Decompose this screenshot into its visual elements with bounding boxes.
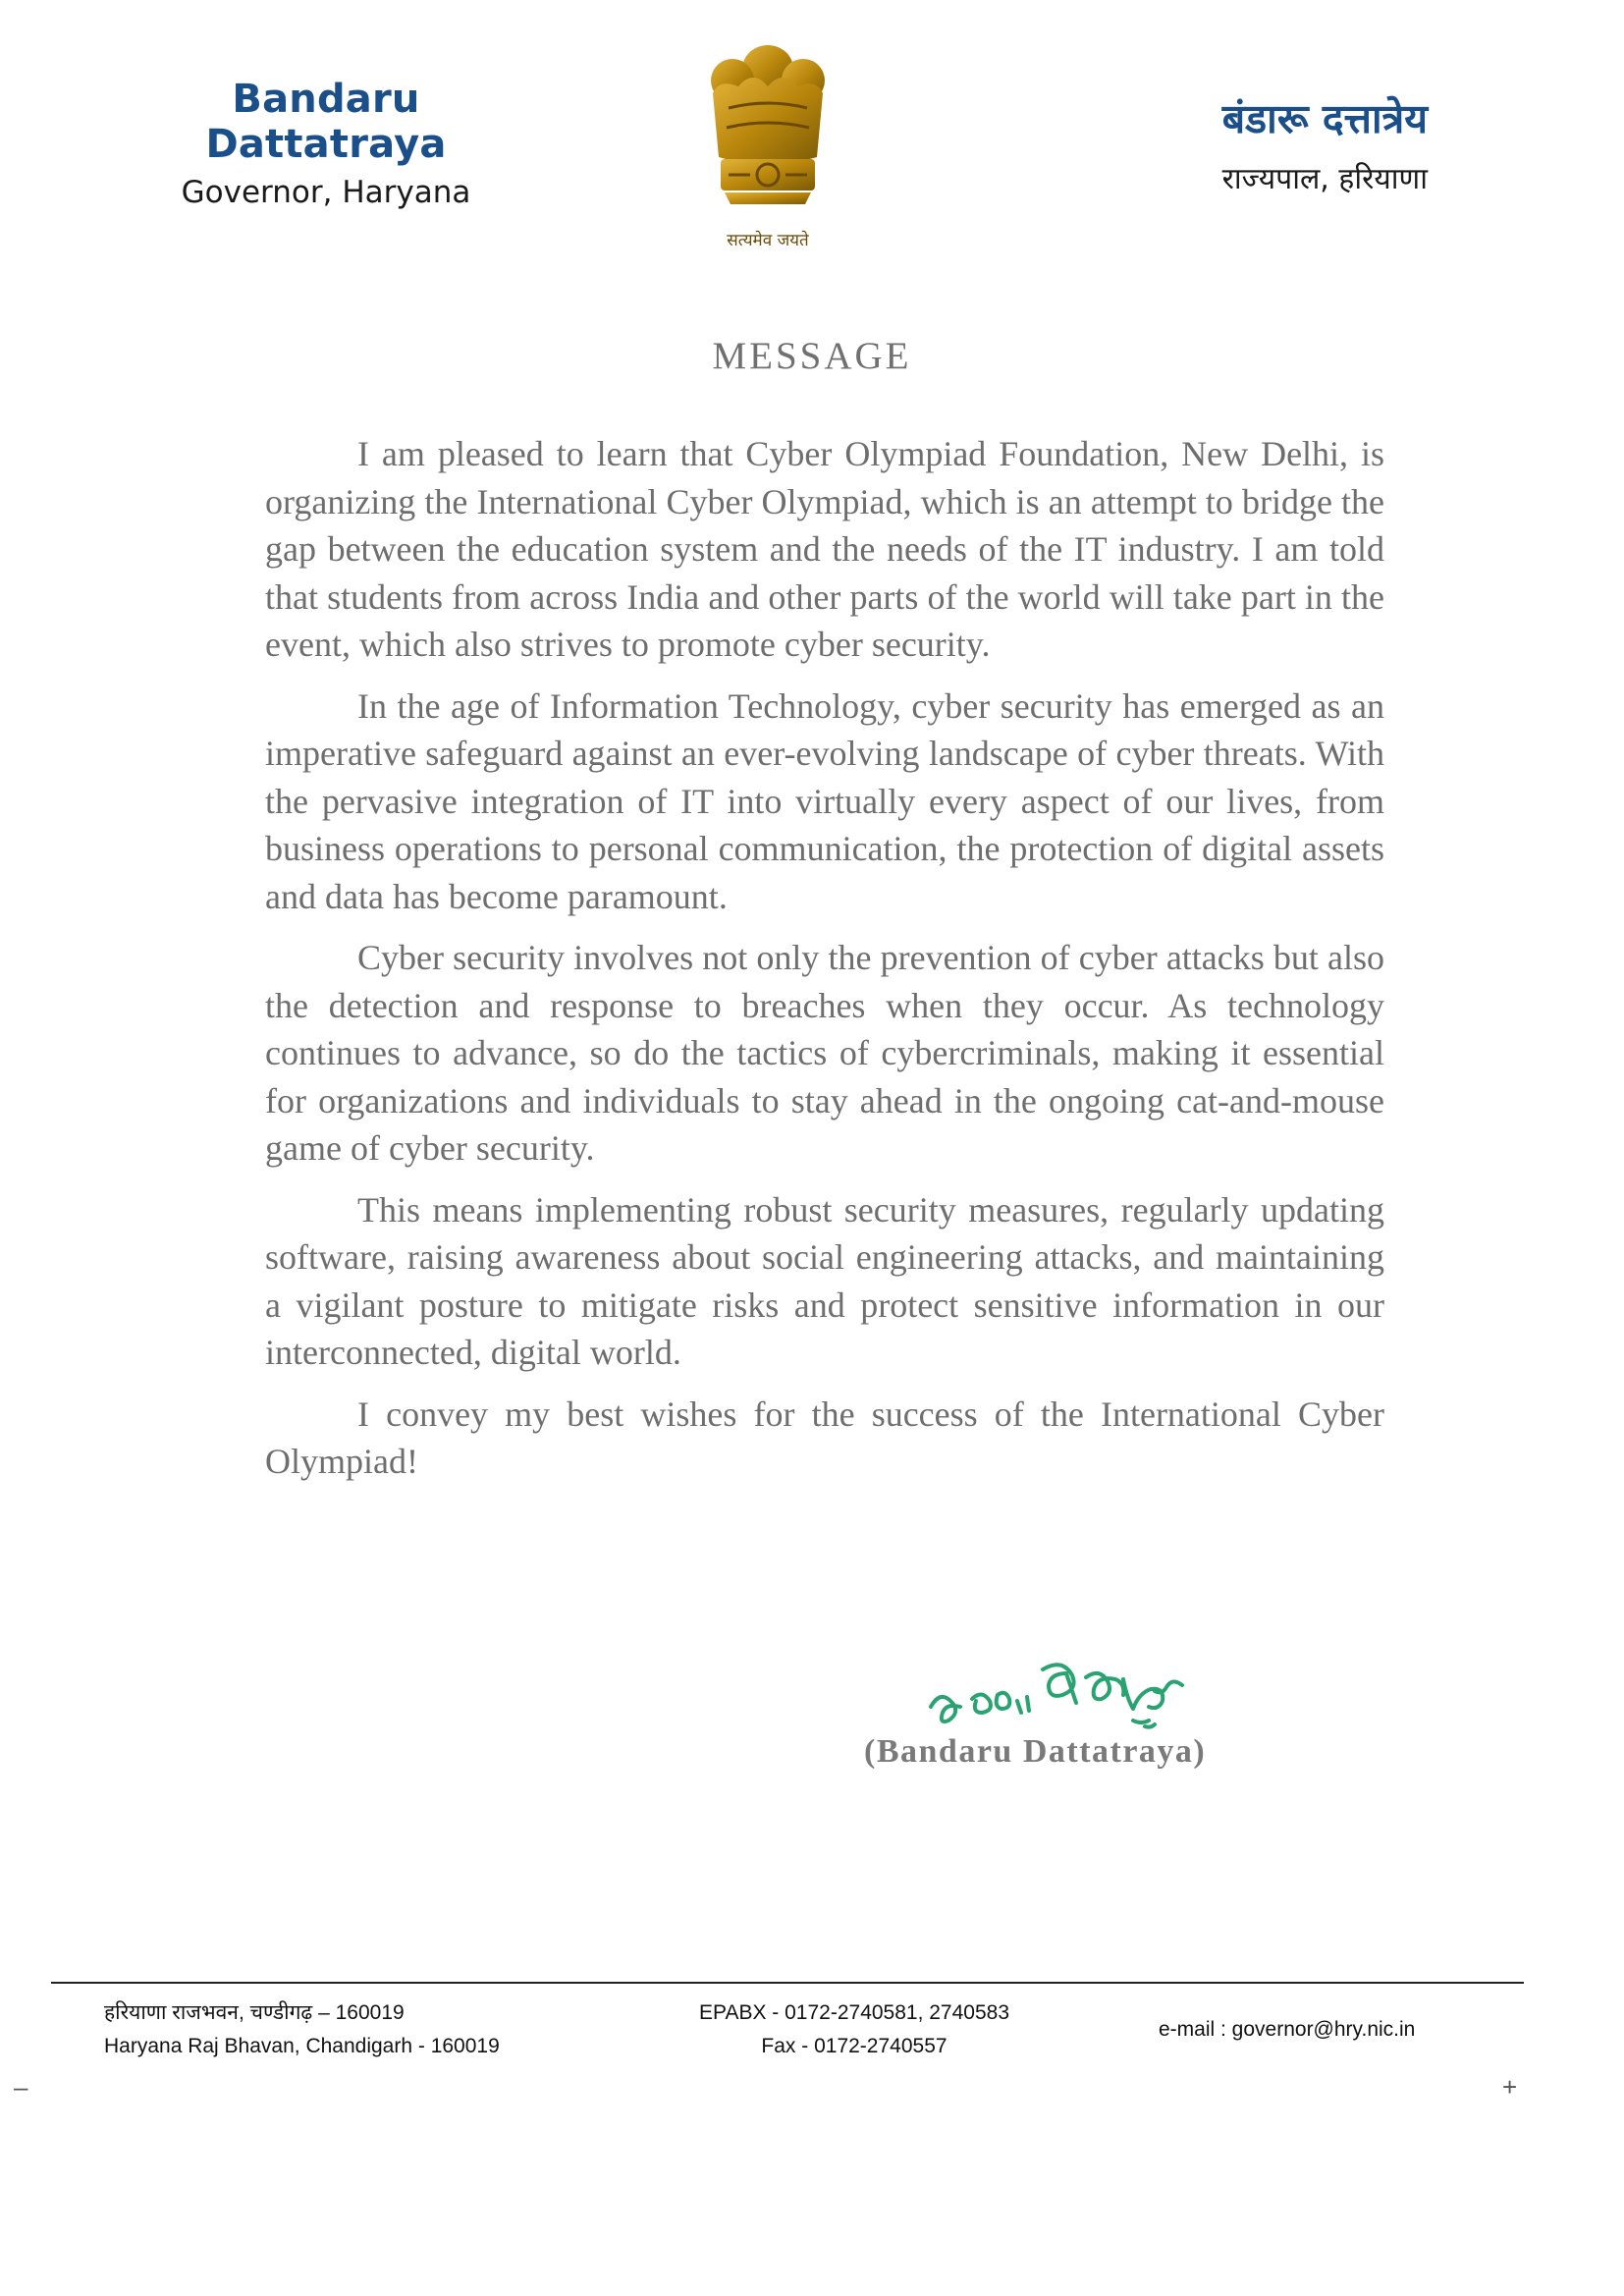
scan-mark-dash: – — [14, 2072, 28, 2102]
handwritten-signature — [913, 1630, 1208, 1738]
national-emblem-icon — [699, 39, 837, 255]
footer-address-english: Haryana Raj Bhavan, Chandigarh - 160019 — [104, 2035, 500, 2057]
letterhead-hindi — [1222, 90, 1428, 197]
footer-email: e-mail : governor@hry.nic.in — [1159, 2018, 1416, 2041]
governor-name-hindi: बंडारू दत्तात्रेय — [1221, 95, 1428, 142]
emblem-motto: सत्यमेव जयते — [727, 231, 809, 250]
footer-phone — [668, 1996, 1041, 2063]
footer-fax: Fax - 0172-2740557 — [761, 2035, 947, 2057]
footer-epabx: EPABX - 0172-2740581, 2740583 — [698, 2001, 1010, 2024]
message-paragraph: This means implementing robust security measures, regularly updating software, raising awareness about social engineering attacks, and maintaining a vigilant posture to mitigate risks and protect sensitive information in our interconnected, digital world. — [265, 1189, 1384, 1372]
message-paragraph: In the age of Information Technology, cyber security has emerged as an imperative safeguard against an ever-evolving landscape of cyber threats. With the pervasive integration of IT into virtually every aspect of our lives, from business operations to personal communication, the protection of digital assets and data has become paramount. — [265, 685, 1384, 916]
footer-address — [104, 1996, 500, 2063]
message-title: MESSAGE — [712, 335, 912, 377]
message-paragraph: I convey my best wishes for the success of the International Cyber Olympiad! — [265, 1394, 1384, 1481]
governor-title-hindi: राज्यपाल, हरियाणा — [1221, 162, 1428, 196]
footer-address-hindi: हरियाणा राजभवन, चण्डीगढ़ – 160019 — [104, 2001, 405, 2024]
scan-mark-plus: + — [1502, 2072, 1518, 2102]
message-body — [265, 430, 1384, 1500]
governor-name-english: Bandaru Dattatraya — [205, 77, 447, 167]
footer-divider — [51, 1982, 1524, 1984]
governor-title-english: Governor, Haryana — [181, 175, 471, 210]
message-paragraph: Cyber security involves not only the prevention of cyber attacks but also the detection and response to breaches when they occur. As technology continues to advance, so do the tactics of cybercriminals, making it essential for organizations and individuals to stay ahead in the ongoing cat-and-mouse game of cyber security. — [265, 938, 1384, 1168]
signatory-name: (Bandaru Dattatraya) — [864, 1733, 1207, 1770]
letterhead-english — [130, 77, 522, 210]
message-paragraph: I am pleased to learn that Cyber Olympiad Foundation, New Delhi, is organizing the International Cyber Olympiad, which is an attempt to bridge the gap between the education system and the needs of the IT industry. I am told that students from across India and other parts of the world will take part in the event, which also strives to promote cyber security. — [265, 434, 1384, 664]
